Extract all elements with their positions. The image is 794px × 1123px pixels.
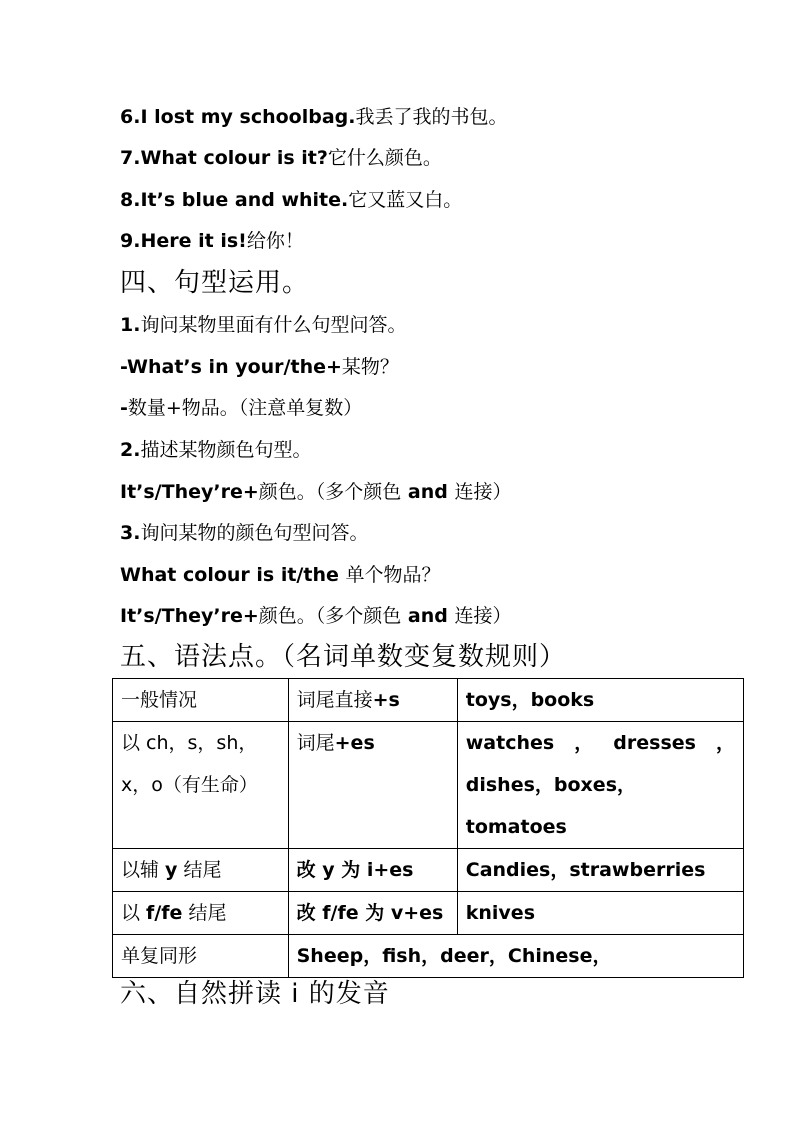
cell-text: 改 y 为 i+es: [296, 859, 414, 881]
sentence-chinese: 我丢了我的书包。: [355, 106, 508, 128]
table-row: [113, 935, 744, 978]
line-english: It’s/They’re+: [120, 481, 259, 503]
line-chinese-2: 连接）: [454, 605, 512, 627]
cell-text: knives: [465, 902, 536, 924]
line-english: -: [120, 397, 128, 419]
section-4-item-3-line-2: [120, 607, 512, 626]
section-4-item-3-title: [120, 524, 368, 543]
sentence-8: [120, 191, 462, 210]
sentence-number: 7.: [120, 147, 141, 169]
line-english-2: and: [401, 481, 455, 503]
cell-text: 改 f/fe 为 v+es: [296, 902, 444, 924]
table-cell: [457, 849, 743, 892]
section-4-item-3-line-1: [120, 566, 441, 585]
line-chinese: 颜色。（多个颜色: [258, 605, 402, 627]
table-cell: [113, 849, 289, 892]
table-cell: [457, 722, 743, 849]
section-4-item-1-line-2: [120, 399, 362, 418]
cell-text: 词尾: [296, 732, 335, 754]
table-cell: [113, 722, 289, 849]
cell-text: 以 ch，s，sh，: [121, 732, 258, 754]
table-row: [113, 722, 744, 849]
section-4-item-2-line-1: [120, 483, 512, 502]
line-english: -What’s in your/the+: [120, 356, 342, 378]
section-5-heading: 五、语法点。（名词单数变复数规则）: [120, 642, 567, 672]
table-cell: [288, 722, 457, 849]
cell-text: +s: [372, 689, 400, 711]
cell-text: ，: [574, 732, 594, 754]
cell-text: Candies，strawberries: [465, 859, 706, 881]
cell-text: 一般情况: [121, 689, 198, 711]
table-cell: [288, 892, 457, 935]
item-title: 询问某物的颜色句型问答。: [140, 522, 369, 544]
cell-justified-line: [466, 722, 735, 764]
sentence-chinese: 它又蓝又白。: [348, 189, 463, 211]
line-chinese: 颜色。（多个颜色: [258, 481, 402, 503]
sentence-number: 8.: [120, 189, 141, 211]
table-cell: [113, 679, 289, 722]
table-row: [113, 892, 744, 935]
cell-text: 以: [121, 902, 147, 924]
cell-text: +es: [334, 732, 375, 754]
cell-text: f/fe: [146, 902, 183, 924]
table-cell: [457, 679, 743, 722]
cell-text: x，o（有生命）: [121, 774, 258, 796]
cell-text: 以辅: [121, 859, 166, 881]
cell-text: Sheep，fish，deer，Chinese，: [296, 945, 612, 967]
line-chinese: 某物？: [341, 356, 399, 378]
item-title: 描述某物颜色句型。: [140, 439, 312, 461]
cell-text: 结尾: [177, 859, 222, 881]
table-cell: [288, 849, 457, 892]
plural-rules-table: [112, 678, 744, 978]
item-number: 1.: [120, 314, 141, 336]
cell-text: 词尾直接: [296, 689, 373, 711]
sentence-chinese: 给你！: [246, 230, 304, 252]
sentence-9: [120, 232, 304, 251]
cell-text: y: [165, 859, 178, 881]
line-english: It’s/They’re+: [120, 605, 259, 627]
section-6-heading: 六、自然拼读 i 的发音: [120, 979, 390, 1009]
sentence-english: What colour is it?: [140, 147, 328, 169]
line-chinese-2: 连接）: [454, 481, 512, 503]
table-cell: [113, 935, 289, 978]
cell-text: 单复同形: [121, 945, 198, 967]
cell-text: 结尾: [182, 902, 227, 924]
sentence-english: Here it is!: [140, 230, 247, 252]
cell-text: toys，books: [465, 689, 595, 711]
table-cell: [113, 892, 289, 935]
cell-text: ，: [715, 732, 735, 754]
line-chinese: 单个物品？: [345, 564, 441, 586]
sentence-chinese: 它什么颜色。: [327, 147, 442, 169]
table-cell: [288, 935, 743, 978]
line-english: What colour is it/the: [120, 564, 346, 586]
sentence-english: It’s blue and white.: [140, 189, 349, 211]
line-chinese: 数量+物品。（注意单复数）: [127, 397, 363, 419]
item-number: 3.: [120, 522, 141, 544]
cell-text: dresses: [613, 732, 696, 754]
item-number: 2.: [120, 439, 141, 461]
table-row: [113, 679, 744, 722]
section-4-item-1-title: [120, 316, 406, 335]
sentence-english: I lost my schoolbag.: [140, 106, 356, 128]
line-english-2: and: [401, 605, 455, 627]
section-4-item-2-title: [120, 441, 311, 460]
section-4-heading: 四、句型运用。: [120, 268, 310, 298]
cell-text: watches: [465, 732, 555, 754]
item-title: 询问某物里面有什么句型问答。: [140, 314, 407, 336]
section-4-item-1-line-1: [120, 358, 399, 377]
sentence-7: [120, 149, 442, 168]
sentence-6: [120, 108, 507, 127]
table-cell: [457, 892, 743, 935]
table-cell: [288, 679, 457, 722]
table-row: [113, 849, 744, 892]
sentence-number: 9.: [120, 230, 141, 252]
sentence-number: 6.: [120, 106, 141, 128]
cell-text: dishes，boxes，tomatoes: [465, 774, 636, 838]
